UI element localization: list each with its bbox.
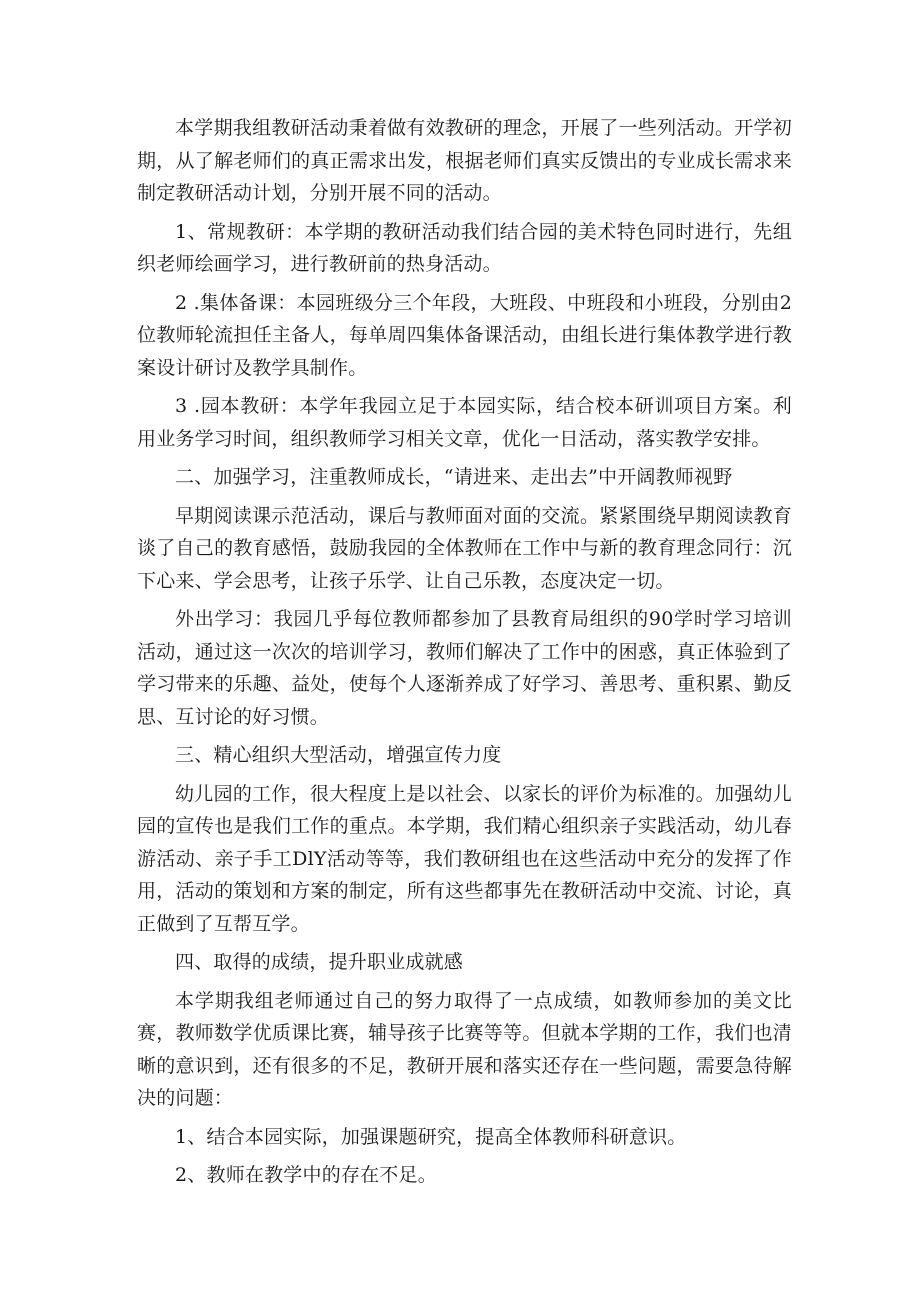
section-heading-achievements: 四、取得的成绩，提升职业成就感 [175,951,464,973]
routine-research-paragraph: 1、常规教研：本学期的教研活动我们结合园的美术特色同时进行，先组织老师绘画学习，进行教研前的热身活动。 [137,220,792,275]
achievements-paragraph: 本学期我组老师通过自己的努力取得了一点成绩，如教师参加的美文比赛，教师数学优质课比赛，辅导孩子比赛等等。但就本学期的工作，我们也清晰的意识到，还有很多的不足，教研开展和落实还存在一些问题，需要急待解决的问题： [137,989,792,1109]
kindergarten-work-paragraph: 幼儿园的工作，很大程度上是以社会、以家长的评价为标准的。加强幼儿园的宣传也是我们工作的重点。本学期，我们精心组织亲子实践活动，幼儿春游活动、亲子手工DlY活动等等，我们教研组也在这些活动中充分的发挥了作用，活动的策划和方案的制定，所有这些都事先在教研活动中交流、讨论，真正做到了互帮互学。 [137,782,792,935]
section-heading-learning: 二、加强学习，注重教师成长，“请进来、走出去”中开阔教师视野 [175,466,733,488]
early-reading-paragraph: 早期阅读课示范活动，课后与教师面对面的交流。紧紧围绕早期阅读教育谈了自己的教育感悟，鼓励我园的全体教师在工作中与新的教育理念同行：沉下心来、学会思考，让孩子乐学、让自己乐教，态度决定一切。 [137,504,792,592]
school-based-research-paragraph: 3 .园本教研：本学年我园立足于本园实际，结合校本研训项目方案。利用业务学习时间，组织教师学习相关文章，优化一日活动，落实教学安排。 [137,395,792,450]
section-heading-activities: 三、精心组织大型活动，增强宣传力度 [175,744,502,766]
intro-paragraph: 本学期我组教研活动秉着做有效教研的理念，开展了一些列活动。开学初期，从了解老师们的真正需求出发，根据老师们真实反馈出的专业成长需求来制定教研活动计划，分别开展不同的活动。 [137,117,792,204]
collective-lesson-prep-paragraph: 2 .集体备课：本园班级分三个年段，大班段、中班段和小班段，分别由2位教师轮流担任主备人，每单周四集体备课活动，由组长进行集体教学进行教案设计研讨及教学具制作。 [137,291,792,379]
document-page [137,112,792,1192]
issue-item-1: 1、结合本园实际，加强课题研究，提高全体教师科研意识。 [175,1125,687,1148]
issue-item-2: 2、教师在教学中的存在不足。 [175,1164,437,1186]
external-learning-paragraph: 外出学习：我园几乎每位教师都参加了县教育局组织的90学时学习培训活动，通过这一次次的培训学习，教师们解决了工作中的困惑，真正体验到了学习带来的乐趣、益处，使每个人逐渐养成了好学习、善思考、重积累、勤反思、互讨论的好习惯。 [137,608,792,728]
